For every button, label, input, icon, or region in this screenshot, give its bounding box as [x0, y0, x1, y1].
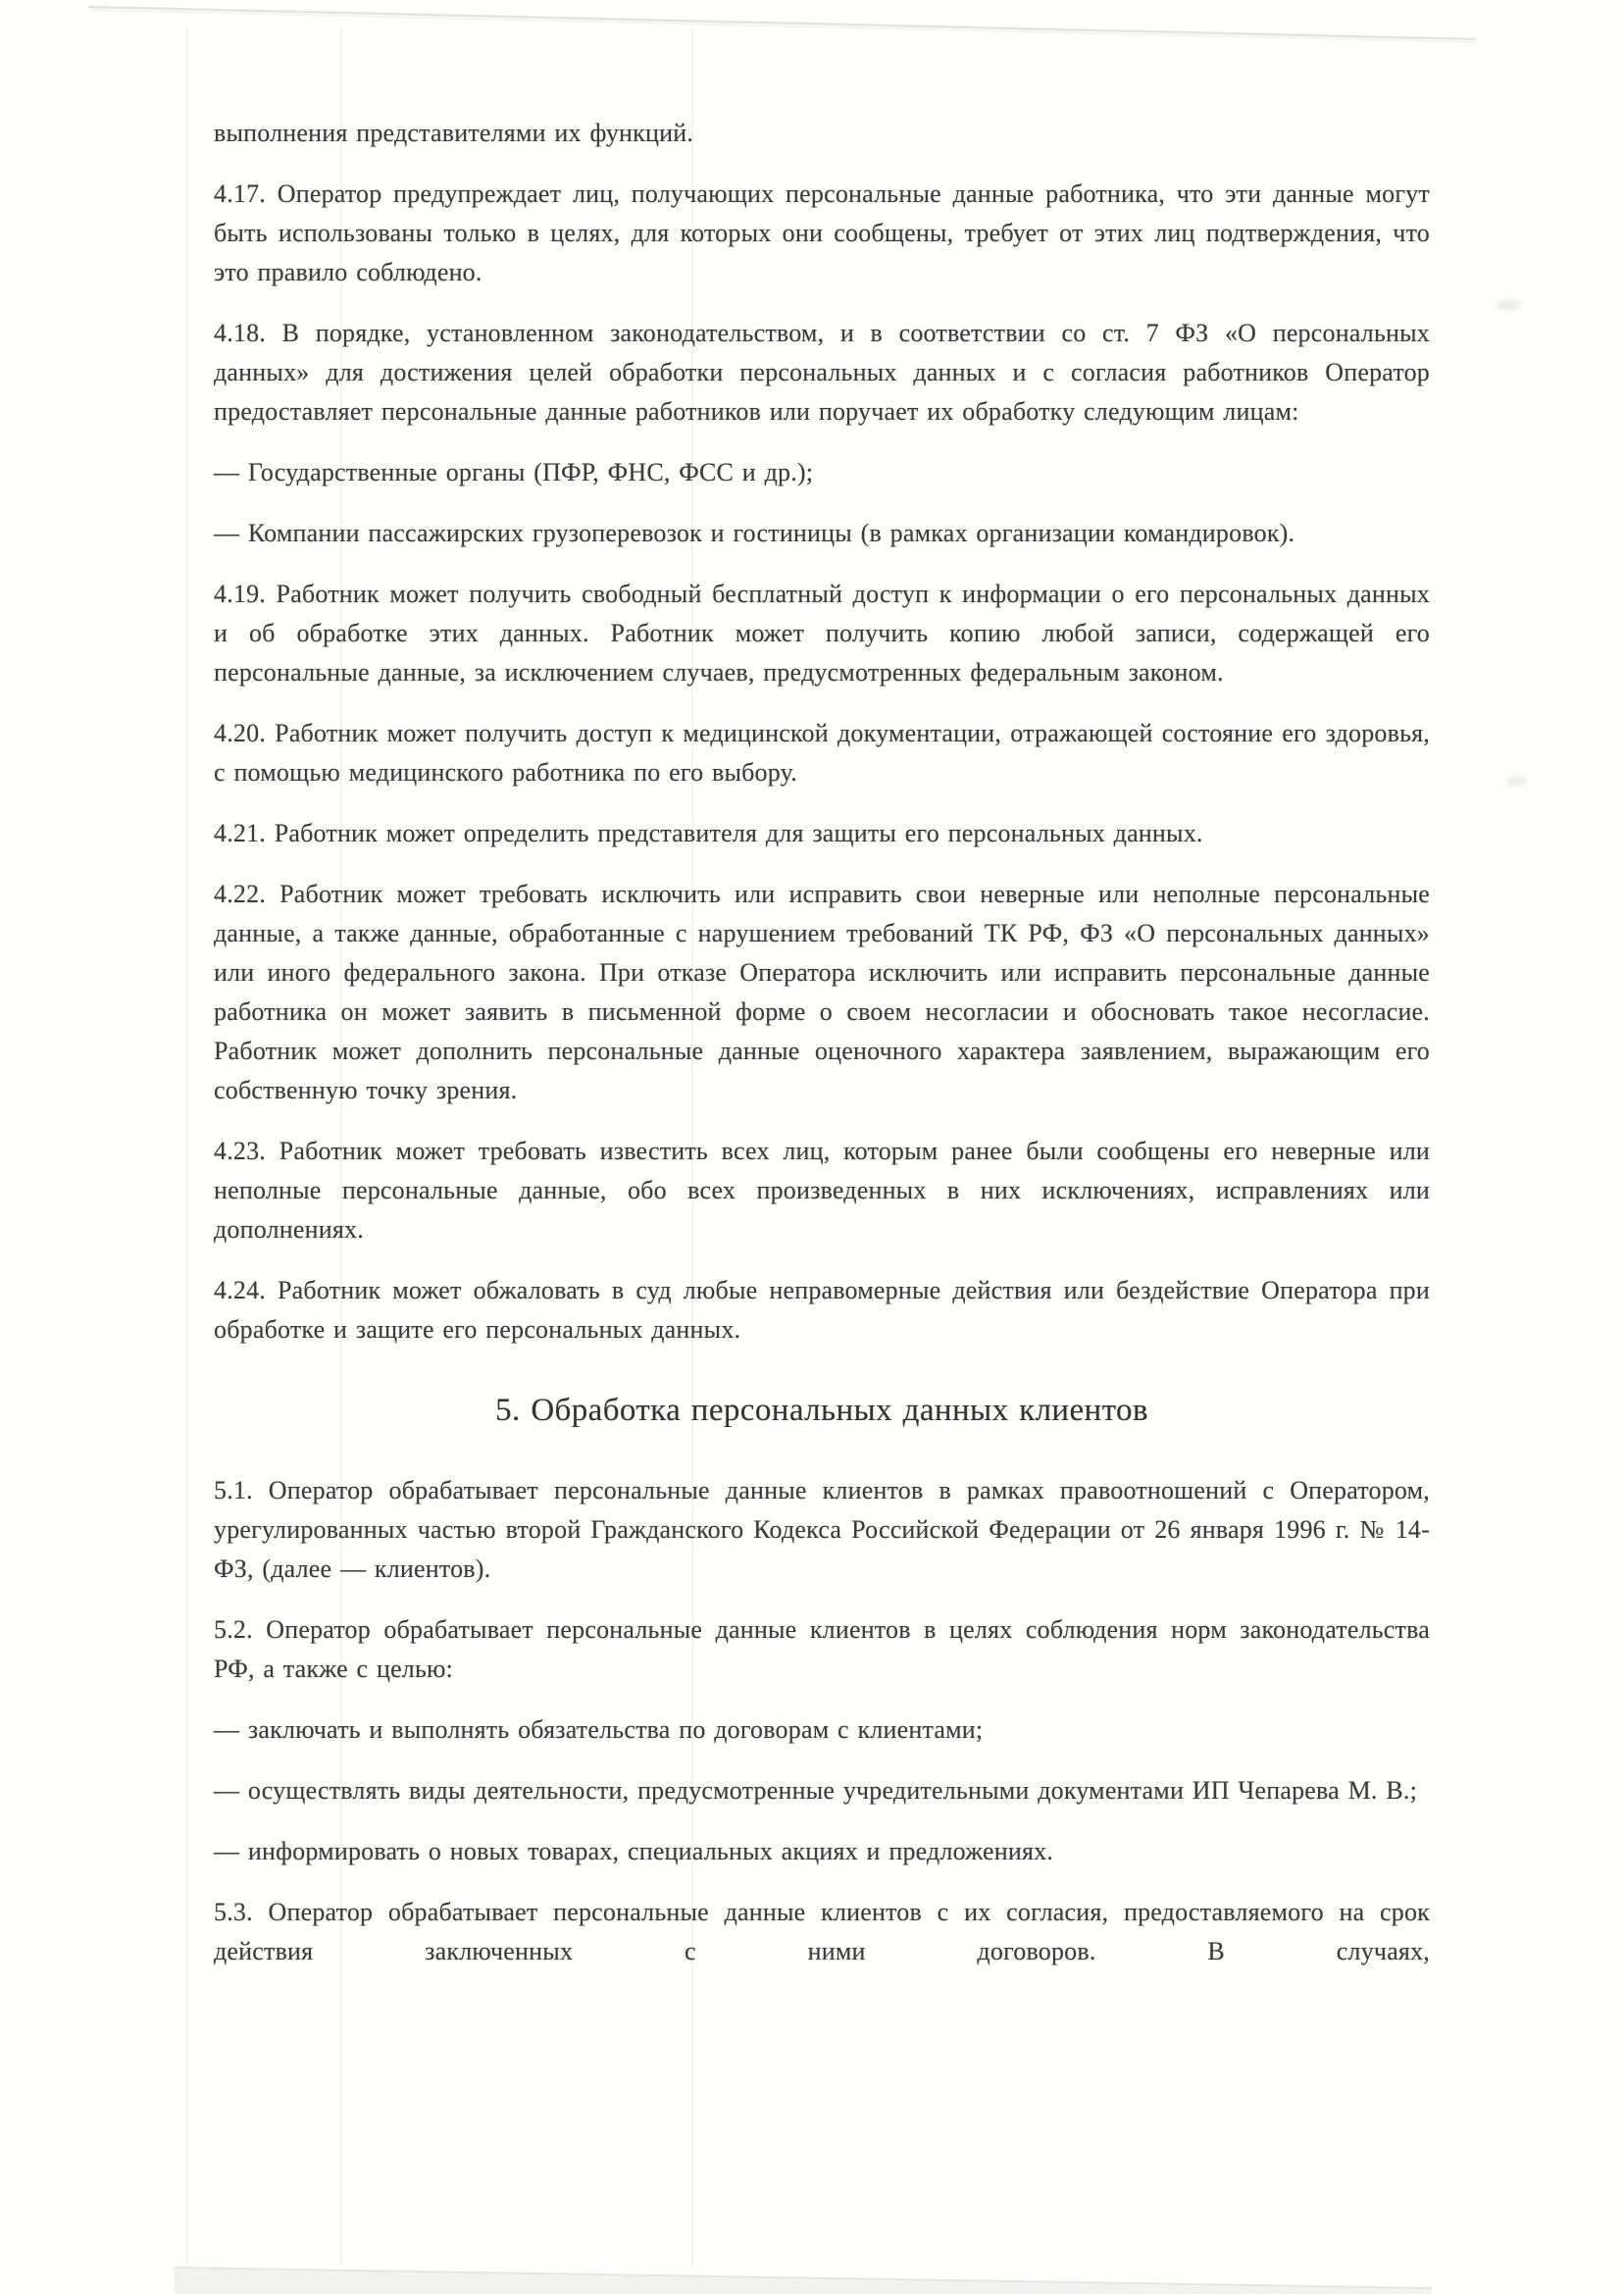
paragraph: 4.20. Работник может получить доступ к медицинской документации, отражающей состояние его здоровья, с помощью медицинского работника по его выбору.: [214, 719, 1430, 787]
paragraph: 4.22. Работник может требовать исключить или исправить свои неверные или неполные персональные данные, а также данные, обработанные с нарушением требований ТК РФ, ФЗ «О персональных данных» или иного федерального закона. При отказе Оператора исключить или исправить персональные данные работника он может заявить в письменной форме о своем несогласии и обосновать такое несогласие. Работник может дополнить персональные данные оценочного характера заявлением, выражающим его собственную точку зрения.: [214, 880, 1430, 1104]
paragraph: 4.19. Работник может получить свободный бесплатный доступ к информации о его персональных данных и об обработке этих данных. Работник может получить копию любой записи, содержащей его персональные данные, за исключением случаев, предусмотренных федеральным законом.: [214, 580, 1430, 687]
section-heading: 5. Обработка персональных данных клиентов: [495, 1393, 1148, 1428]
paragraph: 5.1. Оператор обрабатывает персональные данные клиентов в рамках правоотношений с Оператором, урегулированных частью второй Гражданского Кодекса Российской Федерации от 26 января 1996 г. № 14-ФЗ, (далее — клиентов).: [214, 1476, 1430, 1583]
paragraph: 4.23. Работник может требовать известить всех лиц, которым ранее были сообщены его неверные или неполные персональные данные, обо всех произведенных в них исключениях, исправлениях или дополнениях.: [214, 1137, 1430, 1244]
document-text: [214, 0, 1430, 1993]
paragraph: 4.18. В порядке, установленном законодательством, и в соответствии со ст. 7 ФЗ «О персональных данных» для достижения целей обработки персональных данных и с согласия работников Оператор предоставляет персональные данные работников или поручает их обработку следующим лицам:: [214, 319, 1430, 426]
paragraph: выполнения представителями их функций.: [214, 119, 694, 147]
scan-smudge: [1496, 300, 1521, 310]
paragraph: 4.17. Оператор предупреждает лиц, получающих персональные данные работника, что эти данные могут быть использованы только в целях, для которых они сообщены, требует от этих лиц подтверждения, что это правило соблюдено.: [214, 179, 1430, 286]
list-item: — Компании пассажирских грузоперевозок и гостиницы (в рамках организации командировок).: [214, 519, 1295, 547]
list-item: — заключать и выполнять обязательства по договорам с клиентами;: [214, 1715, 984, 1744]
paragraph: 5.3. Оператор обрабатывает персональные данные клиентов с их согласия, предоставляемого на срок действия заключенных с ними договоров. В случаях,: [214, 1898, 1430, 1965]
paragraph: 4.21. Работник может определить представителя для защиты его персональных данных.: [214, 819, 1203, 847]
list-item: — осуществлять виды деятельности, предусмотренные учредительными документами ИП Чепарева М. В.;: [214, 1776, 1418, 1805]
scan-smudge: [1505, 777, 1527, 786]
paragraph: 5.2. Оператор обрабатывает персональные данные клиентов в целях соблюдения норм законодательства РФ, а также с целью:: [214, 1615, 1430, 1683]
paragraph: 4.24. Работник может обжаловать в суд любые неправомерные действия или бездействие Оператора при обработке и защите его персональных данных.: [214, 1276, 1430, 1344]
list-item: — информировать о новых товарах, специальных акциях и предложениях.: [214, 1837, 1054, 1865]
fold-line: [186, 27, 188, 2265]
list-item: — Государственные органы (ПФР, ФНС, ФСС и др.);: [214, 458, 814, 486]
